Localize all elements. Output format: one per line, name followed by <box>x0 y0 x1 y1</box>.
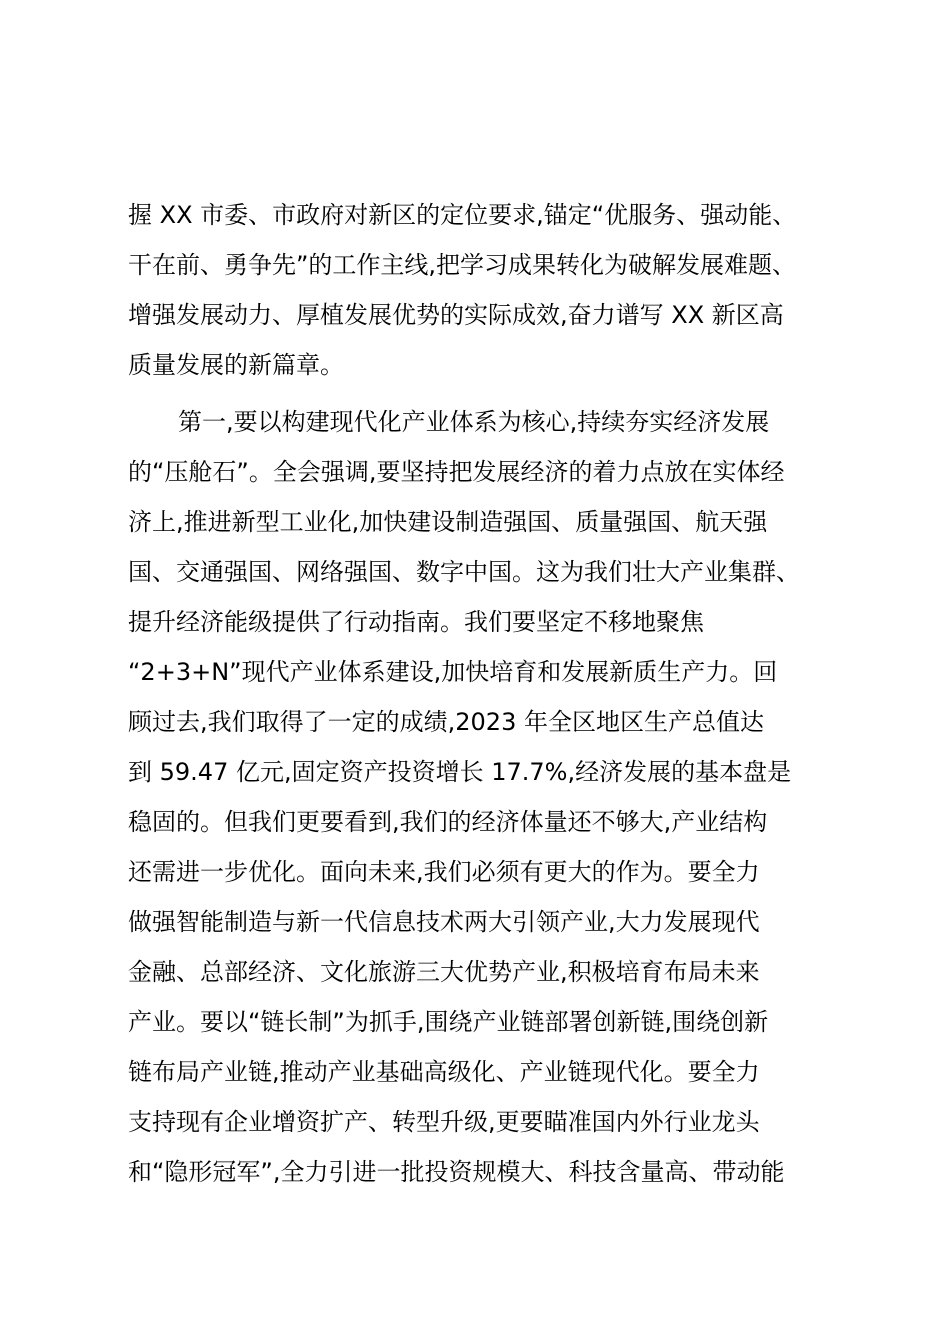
text-line: 稳固的。但我们更要看到,我们的经济体量还不够大,产业结构 <box>128 808 768 836</box>
text-line: 济上,推进新型工业化,加快建设制造强国、质量强国、航天强 <box>128 508 768 536</box>
text-line: 还需进一步优化。面向未来,我们必须有更大的作为。要全力 <box>128 858 760 886</box>
text-line: 提升经济能级提供了行动指南。我们要坚定不移地聚焦 <box>128 608 704 636</box>
text-line: 握 XX 市委、市政府对新区的定位要求,锚定“优服务、强动能、 <box>128 201 797 229</box>
text-line: 顾过去,我们取得了一定的成绩,2023 年全区地区生产总值达 <box>128 708 764 736</box>
text-line: 产业。要以“链长制”为抓手,围绕产业链部署创新链,围绕创新 <box>128 1008 769 1036</box>
text-line: 增强发展动力、厚植发展优势的实际成效,奋力谱写 XX 新区高 <box>128 301 784 329</box>
text-line: 支持现有企业增资扩产、转型升级,更要瞄准国内外行业龙头 <box>128 1108 760 1136</box>
text-line: 到 59.47 亿元,固定资产投资增长 17.7%,经济发展的基本盘是 <box>128 758 792 786</box>
text-line: 第一,要以构建现代化产业体系为核心,持续夯实经济发展 <box>178 408 770 436</box>
text-line: 国、交通强国、网络强国、数字中国。这为我们壮大产业集群、 <box>128 558 800 586</box>
text-line: 质量发展的新篇章。 <box>128 351 344 379</box>
text-line: 的“压舱石”。全会强调,要坚持把发展经济的着力点放在实体经 <box>128 458 785 486</box>
text-line: 做强智能制造与新一代信息技术两大引领产业,大力发展现代 <box>128 908 760 936</box>
text-line: 金融、总部经济、文化旅游三大优势产业,积极培育布局未来 <box>128 958 760 986</box>
text-line: “2+3+N”现代产业体系建设,加快培育和发展新质生产力。回 <box>128 658 778 686</box>
text-line: 链布局产业链,推动产业基础高级化、产业链现代化。要全力 <box>128 1058 760 1086</box>
text-line: 和“隐形冠军”,全力引进一批投资规模大、科技含量高、带动能 <box>128 1158 785 1186</box>
text-line: 干在前、勇争先”的工作主线,把学习成果转化为破解发展难题、 <box>128 251 797 279</box>
